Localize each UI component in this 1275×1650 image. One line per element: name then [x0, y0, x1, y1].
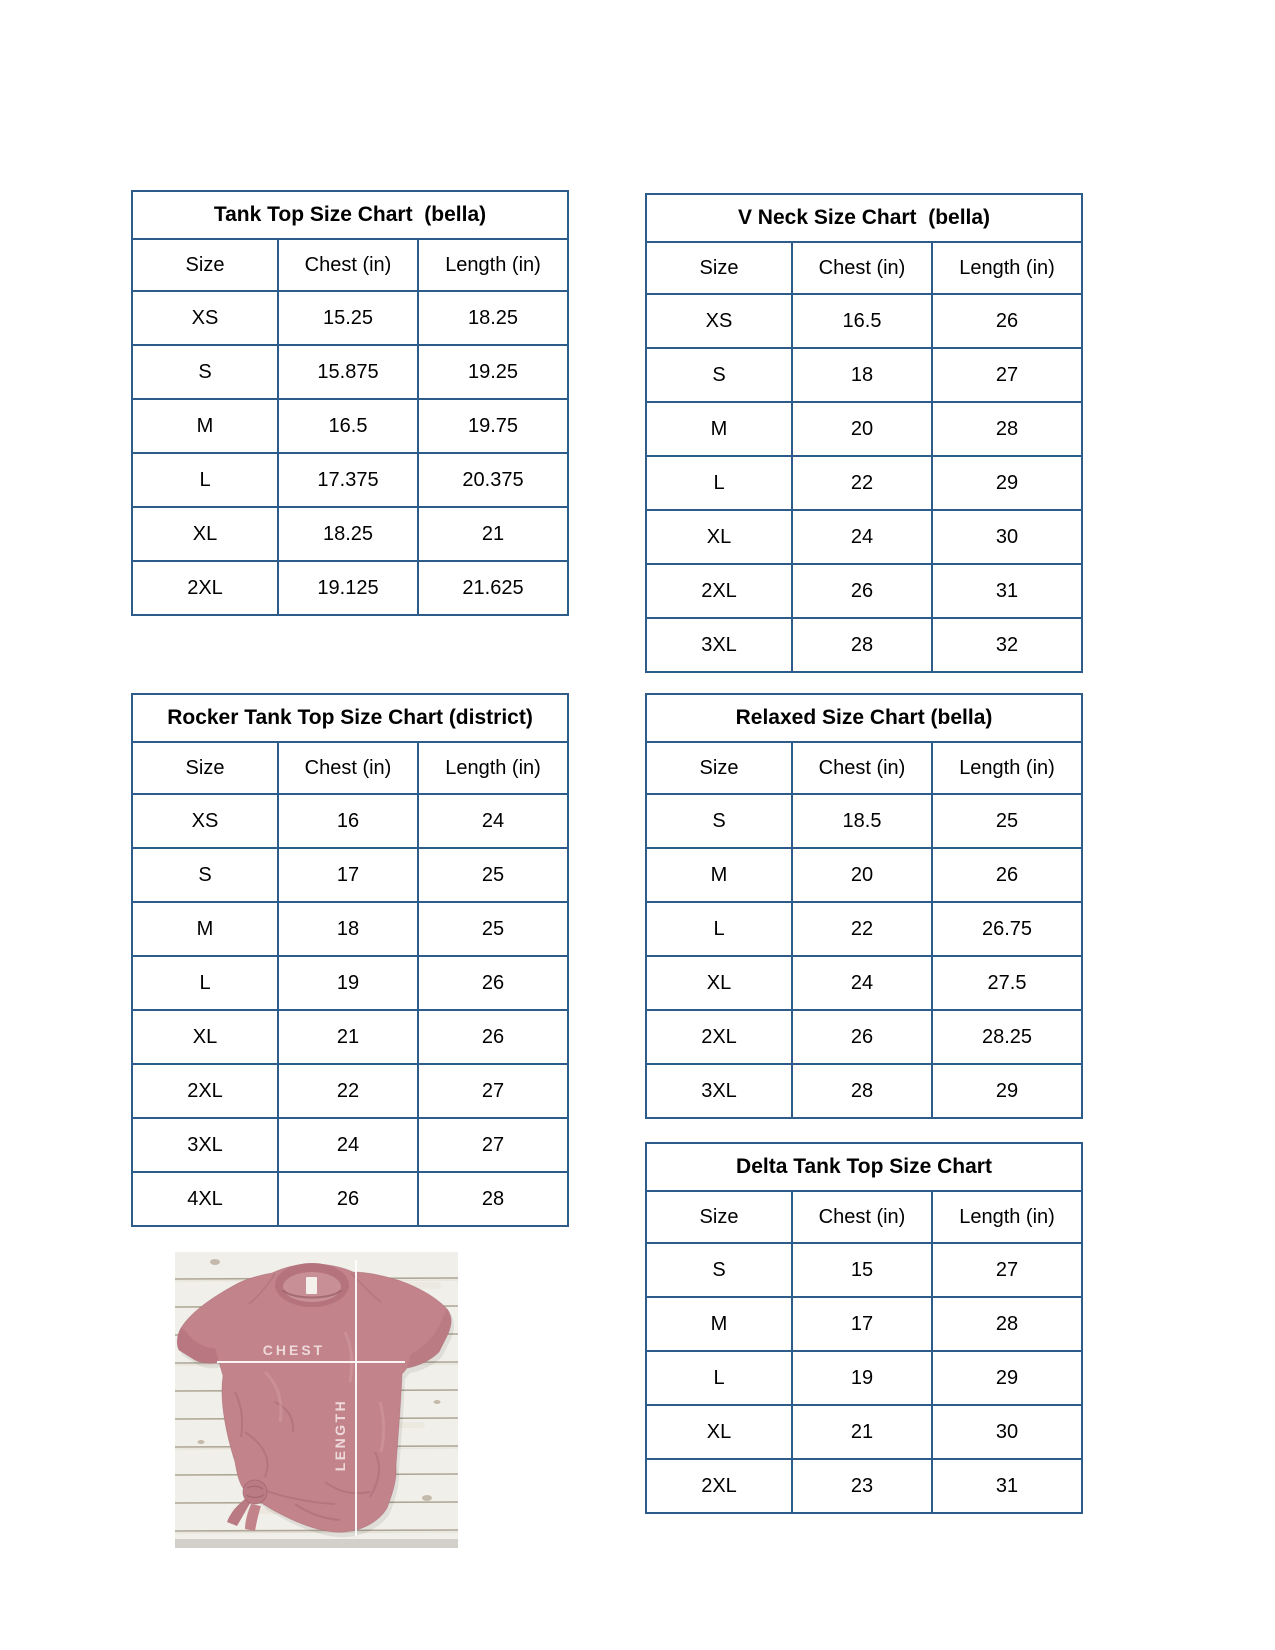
chest-cell: 23: [792, 1459, 932, 1513]
table-row: [646, 456, 1082, 510]
chest-cell: 16.5: [792, 294, 932, 348]
length-cell: 18.25: [418, 291, 568, 345]
chest-column-header: Chest (in): [278, 239, 418, 291]
chest-cell: 24: [792, 956, 932, 1010]
table-row: [646, 902, 1082, 956]
size-cell: L: [132, 453, 278, 507]
table-title-row: [132, 191, 568, 239]
length-cell: 28.25: [932, 1010, 1082, 1064]
chest-cell: 19.125: [278, 561, 418, 615]
table-row: [646, 1351, 1082, 1405]
length-label: LENGTH: [332, 1398, 348, 1472]
table-header-row: [646, 742, 1082, 794]
size-cell: 2XL: [132, 1064, 278, 1118]
table-row: [646, 1243, 1082, 1297]
chest-cell: 20: [792, 402, 932, 456]
size-cell: XL: [646, 1405, 792, 1459]
size-cell: S: [132, 848, 278, 902]
table-title-row: [646, 194, 1082, 242]
size-cell: 2XL: [132, 561, 278, 615]
length-column-header: Length (in): [932, 742, 1082, 794]
chest-cell: 18.5: [792, 794, 932, 848]
table-row: [646, 1459, 1082, 1513]
size-cell: XS: [132, 794, 278, 848]
size-column-header: Size: [132, 239, 278, 291]
table-row: [646, 1405, 1082, 1459]
v-neck-size-chart-table: [645, 193, 1083, 673]
table-row: [132, 902, 568, 956]
table-row: [132, 453, 568, 507]
size-cell: 3XL: [646, 1064, 792, 1118]
size-cell: L: [132, 956, 278, 1010]
length-cell: 31: [932, 1459, 1082, 1513]
chest-column-header: Chest (in): [792, 742, 932, 794]
table-row: [646, 564, 1082, 618]
length-cell: 27: [418, 1118, 568, 1172]
length-cell: 27: [932, 348, 1082, 402]
table-header-row: [132, 239, 568, 291]
table-row: [646, 956, 1082, 1010]
table-row: [132, 1064, 568, 1118]
size-cell: 3XL: [132, 1118, 278, 1172]
table-title-row: [646, 694, 1082, 742]
table-title: Delta Tank Top Size Chart: [646, 1143, 1082, 1191]
length-column-header: Length (in): [932, 1191, 1082, 1243]
length-cell: 28: [932, 402, 1082, 456]
size-cell: XL: [132, 1010, 278, 1064]
length-cell: 25: [418, 902, 568, 956]
table-row: [646, 294, 1082, 348]
length-cell: 25: [932, 794, 1082, 848]
length-cell: 26: [932, 848, 1082, 902]
length-cell: 29: [932, 456, 1082, 510]
chest-cell: 26: [792, 564, 932, 618]
table-header-row: [646, 242, 1082, 294]
size-cell: L: [646, 456, 792, 510]
chest-cell: 21: [792, 1405, 932, 1459]
table-title-row: [132, 694, 568, 742]
tank-top-size-chart-table: [131, 190, 569, 616]
size-cell: L: [646, 1351, 792, 1405]
size-cell: XL: [646, 956, 792, 1010]
chest-column-header: Chest (in): [792, 1191, 932, 1243]
table-row: [646, 848, 1082, 902]
size-cell: M: [132, 902, 278, 956]
chest-cell: 26: [792, 1010, 932, 1064]
chest-cell: 18.25: [278, 507, 418, 561]
table-row: [132, 507, 568, 561]
length-cell: 26: [418, 956, 568, 1010]
chest-label: CHEST: [262, 1342, 326, 1358]
collar: [275, 1263, 349, 1307]
size-cell: S: [132, 345, 278, 399]
table-row: [132, 956, 568, 1010]
size-cell: S: [646, 1243, 792, 1297]
table-title: V Neck Size Chart (bella): [646, 194, 1082, 242]
size-cell: XL: [646, 510, 792, 564]
size-cell: 2XL: [646, 1010, 792, 1064]
chest-cell: 15.875: [278, 345, 418, 399]
chest-cell: 26: [278, 1172, 418, 1226]
size-cell: M: [646, 848, 792, 902]
table-row: [646, 1010, 1082, 1064]
table-row: [132, 1172, 568, 1226]
length-cell: 20.375: [418, 453, 568, 507]
chest-cell: 28: [792, 1064, 932, 1118]
size-cell: M: [646, 1297, 792, 1351]
chest-cell: 24: [792, 510, 932, 564]
length-cell: 24: [418, 794, 568, 848]
length-cell: 26.75: [932, 902, 1082, 956]
chest-cell: 16: [278, 794, 418, 848]
table-row: [132, 1118, 568, 1172]
table-row: [646, 510, 1082, 564]
size-cell: XS: [646, 294, 792, 348]
chest-cell: 15.25: [278, 291, 418, 345]
chest-cell: 21: [278, 1010, 418, 1064]
length-cell: 29: [932, 1064, 1082, 1118]
table-title: Tank Top Size Chart (bella): [132, 191, 568, 239]
table-row: [646, 1297, 1082, 1351]
size-cell: 2XL: [646, 564, 792, 618]
length-cell: 21.625: [418, 561, 568, 615]
length-cell: 27: [418, 1064, 568, 1118]
table-row: [132, 345, 568, 399]
table-row: [132, 794, 568, 848]
chest-cell: 17: [792, 1297, 932, 1351]
table-row: [132, 1010, 568, 1064]
chest-cell: 16.5: [278, 399, 418, 453]
length-cell: 27: [932, 1243, 1082, 1297]
size-cell: L: [646, 902, 792, 956]
length-cell: 30: [932, 510, 1082, 564]
table-row: [646, 348, 1082, 402]
table-row: [132, 561, 568, 615]
size-cell: 3XL: [646, 618, 792, 672]
length-cell: 26: [932, 294, 1082, 348]
tshirt-measurement-photo: [175, 1252, 458, 1548]
table-header-row: [646, 1191, 1082, 1243]
chest-cell: 24: [278, 1118, 418, 1172]
size-cell: 4XL: [132, 1172, 278, 1226]
size-column-header: Size: [646, 742, 792, 794]
length-cell: 29: [932, 1351, 1082, 1405]
table-row: [646, 1064, 1082, 1118]
size-column-header: Size: [646, 242, 792, 294]
length-cell: 26: [418, 1010, 568, 1064]
chest-cell: 18: [278, 902, 418, 956]
size-cell: 2XL: [646, 1459, 792, 1513]
length-cell: 19.75: [418, 399, 568, 453]
length-cell: 31: [932, 564, 1082, 618]
table-row: [646, 402, 1082, 456]
table-title: Rocker Tank Top Size Chart (district): [132, 694, 568, 742]
size-cell: M: [646, 402, 792, 456]
chest-cell: 17: [278, 848, 418, 902]
tshirt-graphic: [175, 1252, 458, 1548]
table-row: [646, 794, 1082, 848]
table-row: [132, 848, 568, 902]
chest-cell: 17.375: [278, 453, 418, 507]
size-cell: XL: [132, 507, 278, 561]
size-cell: S: [646, 794, 792, 848]
size-cell: XS: [132, 291, 278, 345]
chest-column-header: Chest (in): [792, 242, 932, 294]
chest-cell: 18: [792, 348, 932, 402]
size-column-header: Size: [646, 1191, 792, 1243]
length-column-header: Length (in): [932, 242, 1082, 294]
chest-cell: 19: [792, 1351, 932, 1405]
length-cell: 19.25: [418, 345, 568, 399]
table-header-row: [132, 742, 568, 794]
length-column-header: Length (in): [418, 742, 568, 794]
rocker-tank-top-size-chart-table: [131, 693, 569, 1227]
length-cell: 28: [932, 1297, 1082, 1351]
length-cell: 28: [418, 1172, 568, 1226]
size-cell: M: [132, 399, 278, 453]
length-cell: 21: [418, 507, 568, 561]
chest-cell: 22: [278, 1064, 418, 1118]
chest-cell: 20: [792, 848, 932, 902]
chest-cell: 22: [792, 456, 932, 510]
relaxed-size-chart-table: [645, 693, 1083, 1119]
table-row: [646, 618, 1082, 672]
length-cell: 25: [418, 848, 568, 902]
chest-column-header: Chest (in): [278, 742, 418, 794]
length-column-header: Length (in): [418, 239, 568, 291]
chest-cell: 28: [792, 618, 932, 672]
size-column-header: Size: [132, 742, 278, 794]
table-row: [132, 291, 568, 345]
size-cell: S: [646, 348, 792, 402]
length-cell: 30: [932, 1405, 1082, 1459]
delta-tank-top-size-chart-table: [645, 1142, 1083, 1514]
length-cell: 27.5: [932, 956, 1082, 1010]
chest-cell: 22: [792, 902, 932, 956]
table-title-row: [646, 1143, 1082, 1191]
chest-cell: 19: [278, 956, 418, 1010]
table-title: Relaxed Size Chart (bella): [646, 694, 1082, 742]
length-cell: 32: [932, 618, 1082, 672]
table-row: [132, 399, 568, 453]
chest-cell: 15: [792, 1243, 932, 1297]
neck-tag: [306, 1277, 317, 1294]
